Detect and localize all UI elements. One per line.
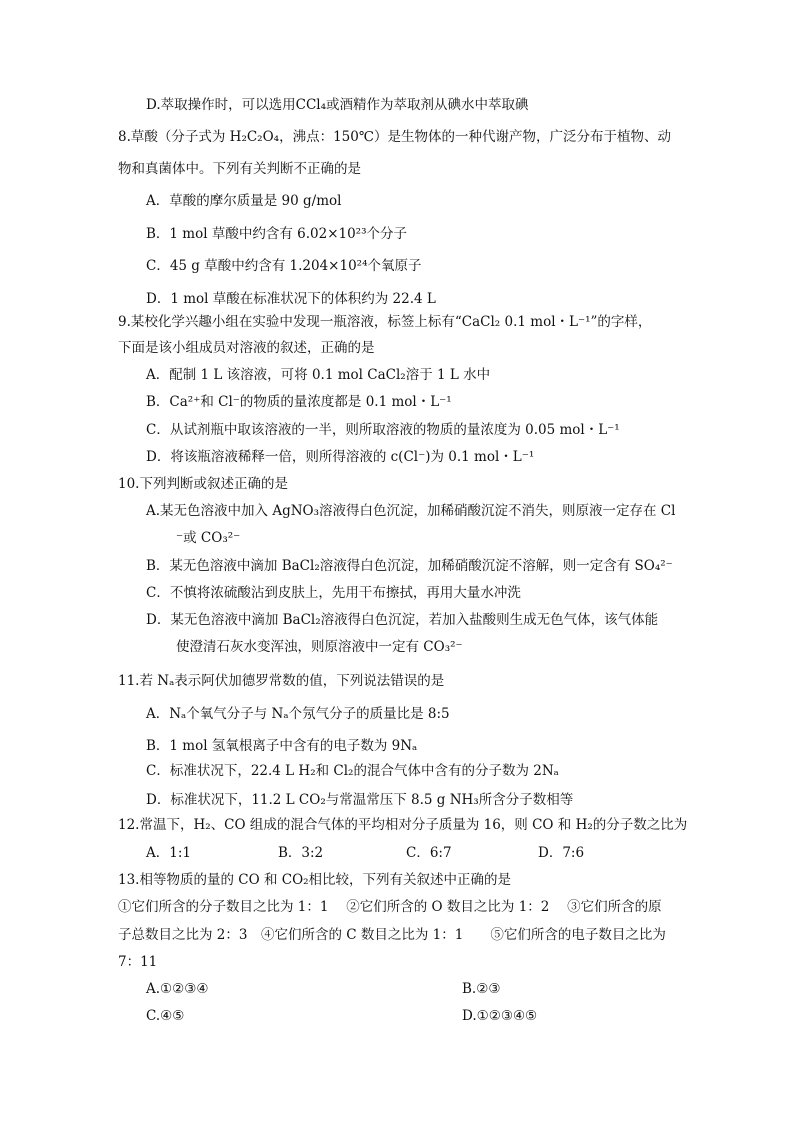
q12-stem: 12.常温下，H₂、CO 组成的混合气体的平均相对分子质量为 16，则 CO 和 H₂的分子数之比为	[118, 817, 688, 833]
q13-statements-line2: 子总数目之比为 2：3 ④它们所含的 C 数目之比为 1：1 ⑤它们所含的电子数目之比为	[118, 927, 666, 943]
q11-option-c: C．标准状况下，22.4 L H₂和 Cl₂的混合气体中含有的分子数为 2Nₐ	[146, 763, 559, 779]
q12-option-a: A．1:1	[146, 845, 191, 861]
q13-option-d: D.①②③④⑤	[462, 1008, 538, 1024]
q11-option-b: B．1 mol 氢氧根离子中含有的电子数为 9Nₐ	[146, 738, 418, 754]
q8-stem-line2: 物和真菌体中。下列有关判断不正确的是	[118, 161, 361, 177]
q10-option-b: B．某无色溶液中滴加 BaCl₂溶液得白色沉淀，加稀硝酸沉淀不溶解，则一定含有 SO₄²⁻	[146, 558, 673, 574]
q9-stem-line2: 下面是该小组成员对溶液的叙述，正确的是	[118, 340, 375, 356]
q9-option-c: C．从试剂瓶中取该溶液的一半，则所取溶液的物质的量浓度为 0.05 mol・L⁻¹	[146, 422, 620, 438]
q8-option-a: A．草酸的摩尔质量是 90 g/mol	[146, 193, 342, 209]
q10-option-c: C．不慎将浓硫酸沾到皮肤上，先用干布擦拭，再用大量水冲洗	[146, 585, 521, 601]
q11-stem: 11.若 Nₐ表示阿伏加德罗常数的值，下列说法错误的是	[118, 673, 445, 689]
q8-stem-line1: 8.草酸（分子式为 H₂C₂O₄，沸点：150℃）是生物体的一种代谢产物，广泛分布于植物、动	[118, 129, 671, 145]
q7-option-d: D.萃取操作时，可以选用CCl₄或酒精作为萃取剂从碘水中萃取碘	[146, 97, 529, 113]
q10-option-d-line2: 使澄清石灰水变浑浊，则原溶液中一定有 CO₃²⁻	[176, 639, 463, 655]
q12-option-c: C．6:7	[406, 845, 452, 861]
q13-stem: 13.相等物质的量的 CO 和 CO₂相比较，下列有关叙述中正确的是	[118, 872, 512, 888]
q12-option-b: B．3:2	[278, 845, 324, 861]
q9-option-b: B．Ca²⁺和 Cl⁻的物质的量浓度都是 0.1 mol・L⁻¹	[146, 394, 452, 410]
q13-option-a: A.①②③④	[146, 981, 209, 997]
q9-option-d: D．将该瓶溶液稀释一倍，则所得溶液的 c(Cl⁻)为 0.1 mol・L⁻¹	[146, 449, 535, 465]
q8-option-d: D．1 mol 草酸在标准状况下的体积约为 22.4 L	[146, 291, 436, 307]
q10-option-a-line2: ⁻或 CO₃²⁻	[176, 530, 241, 546]
q10-option-d-line1: D．某无色溶液中滴加 BaCl₂溶液得白色沉淀，若加入盐酸则生成无色气体，该气体能	[146, 612, 659, 628]
q13-statements-line1: ①它们所含的分子数目之比为 1：1 ②它们所含的 O 数目之比为 1：2 ③它们所含的原	[118, 899, 662, 915]
q11-option-a: A．Nₐ个氧气分子与 Nₐ个氖气分子的质量比是 8:5	[146, 706, 450, 722]
q10-option-a-line1: A.某无色溶液中加入 AgNO₃溶液得白色沉淀，加稀硝酸沉淀不消失，则原液一定存在 Cl	[146, 503, 676, 519]
q11-option-d: D．标准状况下，11.2 L CO₂与常温常压下 8.5 g NH₃所含分子数相等	[146, 792, 574, 808]
q8-option-c: C．45 g 草酸中约含有 1.204×10²⁴个氧原子	[146, 258, 422, 274]
q9-stem-line1: 9.某校化学兴趣小组在实验中发现一瓶溶液，标签上标有“CaCl₂ 0.1 mol・L⁻¹”的字样，	[118, 314, 652, 330]
q13-option-c: C.④⑤	[146, 1008, 185, 1024]
q13-statements-line3: 7：11	[118, 954, 158, 970]
q13-option-b: B.②③	[462, 981, 501, 997]
q9-option-a: A．配制 1 L 该溶液，可将 0.1 mol CaCl₂溶于 1 L 水中	[146, 367, 491, 383]
q8-option-b: B．1 mol 草酸中约含有 6.02×10²³个分子	[146, 226, 408, 242]
q12-option-d: D．7:6	[538, 845, 585, 861]
q10-stem: 10.下列判断或叙述正确的是	[118, 476, 288, 492]
